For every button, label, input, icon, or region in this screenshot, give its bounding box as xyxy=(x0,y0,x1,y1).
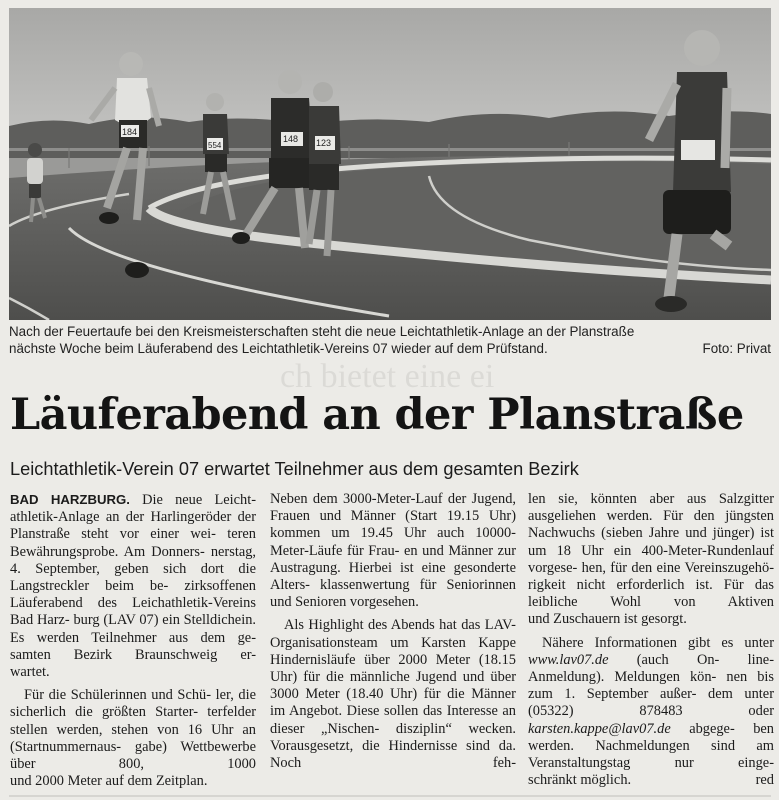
paragraph-end: wartet. xyxy=(10,664,50,681)
website-link[interactable]: www.lav07.de xyxy=(528,651,609,668)
email-link[interactable]: karsten.kappe@lav07.de xyxy=(528,720,671,737)
bib-number: 554 xyxy=(208,141,222,150)
article-photo xyxy=(9,8,771,320)
paragraph: Als Highlight des Abends hat das LAV-Organisationsteam um Karsten Kappe Hindernisläufe über 2000 Meter (18.15 Uhr) für die männliche Jugend und über 3000 Meter (18.40 Uhr) für die Männer im Angebot. Diese sollen das Interesse an dieser „Nischen- disziplin“ wecken. Vorausgesetzt, die Hindernisse sind da. Noch feh- xyxy=(270,617,516,772)
caption-line: nächste Woche beim Läuferabend des Leichtathletik-Vereins 07 wieder auf dem Prüfstand. xyxy=(9,341,548,356)
paragraph-end: und Zuschauern ist gesorgt. xyxy=(528,611,687,628)
paragraph: Nähere Informationen gibt es unter www.lav07.de (auch On- line-Anmeldung). Meldungen kön- nen bis zum 1. September außer- dem unter (05322) 878483 oder karsten.kappe@lav07.de abgege- ben werden. Nachmeldungen sind am Veranstaltungstag nur einge- xyxy=(528,634,774,772)
show-through-text: ch bietet eine ei xyxy=(280,358,495,395)
photo-caption xyxy=(9,323,771,357)
paragraph-end: und Senioren vorgesehen. xyxy=(270,594,419,611)
dateline: BAD HARZBURG. xyxy=(10,492,130,507)
article-column-2 xyxy=(270,491,516,772)
paragraph: len sie, könnten aber aus Salzgitter ausgeliehen werden. Für den jüngsten Nachwuchs (sieben Jahre und jünger) ist um 18 Uhr ein 400-Meter-Rundenlauf vorgese- hen, für den eine Vereinszugehö- rigkeit nicht erforderlich ist. Für das leibliche Wohl von Aktiven xyxy=(528,491,775,611)
paragraph-end: und 2000 Meter auf dem Zeitplan. xyxy=(10,773,208,790)
photo-credit: Foto: Privat xyxy=(702,341,771,356)
article-column-3 xyxy=(528,491,774,789)
bib-number: 123 xyxy=(316,138,332,148)
bib-number: 148 xyxy=(283,134,299,144)
author-signature: red xyxy=(755,772,774,789)
article-column-1 xyxy=(10,491,256,790)
running-track-photo xyxy=(9,8,771,320)
paragraph: Neben dem 3000-Meter-Lauf der Jugend, Frauen und Männer (Start 19.15 Uhr) kommen um 19.45 Uhr auch 10000-Meter-Läufe für Frau- en und Männer zur Austragung. Hierbei ist eine gesonderte Alters- klassenwertung für Seniorinnen xyxy=(270,491,517,594)
paragraph: BAD HARZBURG. Die neue Leicht- athletik-Anlage an der Harlingeröder der Planstraße steht vor einer wei- teren Bewährungsprobe. Am Donners- nerstag, 4. September, geben sich dort die Langstreckler beim be- zirksoffenen Läuferabend des Leichathletik-Vereins Bad Harz- burg (LAV 07) ein Stelldichein. Es werden Teilnehmer aus dem ge- samten Bezirk Braunschweig er- xyxy=(10,492,256,663)
article-headline: Läuferabend an der Planstraße xyxy=(10,390,744,440)
paragraph-end: schränkt möglich. red xyxy=(528,772,774,789)
bottom-rule xyxy=(9,795,771,797)
caption-line: Nach der Feuertaufe bei den Kreismeisterschaften steht die neue Leichtathletik-Anlage an der Planstraße xyxy=(9,324,635,339)
bib-number: 184 xyxy=(122,127,138,137)
article-subheadline: Leichtathletik-Verein 07 erwartet Teilnehmer aus dem gesamten Bezirk xyxy=(10,459,579,479)
paragraph: Für die Schülerinnen und Schü- ler, die sicherlich die größten Starter- terfelder stellen werden, stehen von 16 Uhr an (Startnummernaus- gabe) Wettbewerbe über 800, 1000 xyxy=(10,687,256,773)
